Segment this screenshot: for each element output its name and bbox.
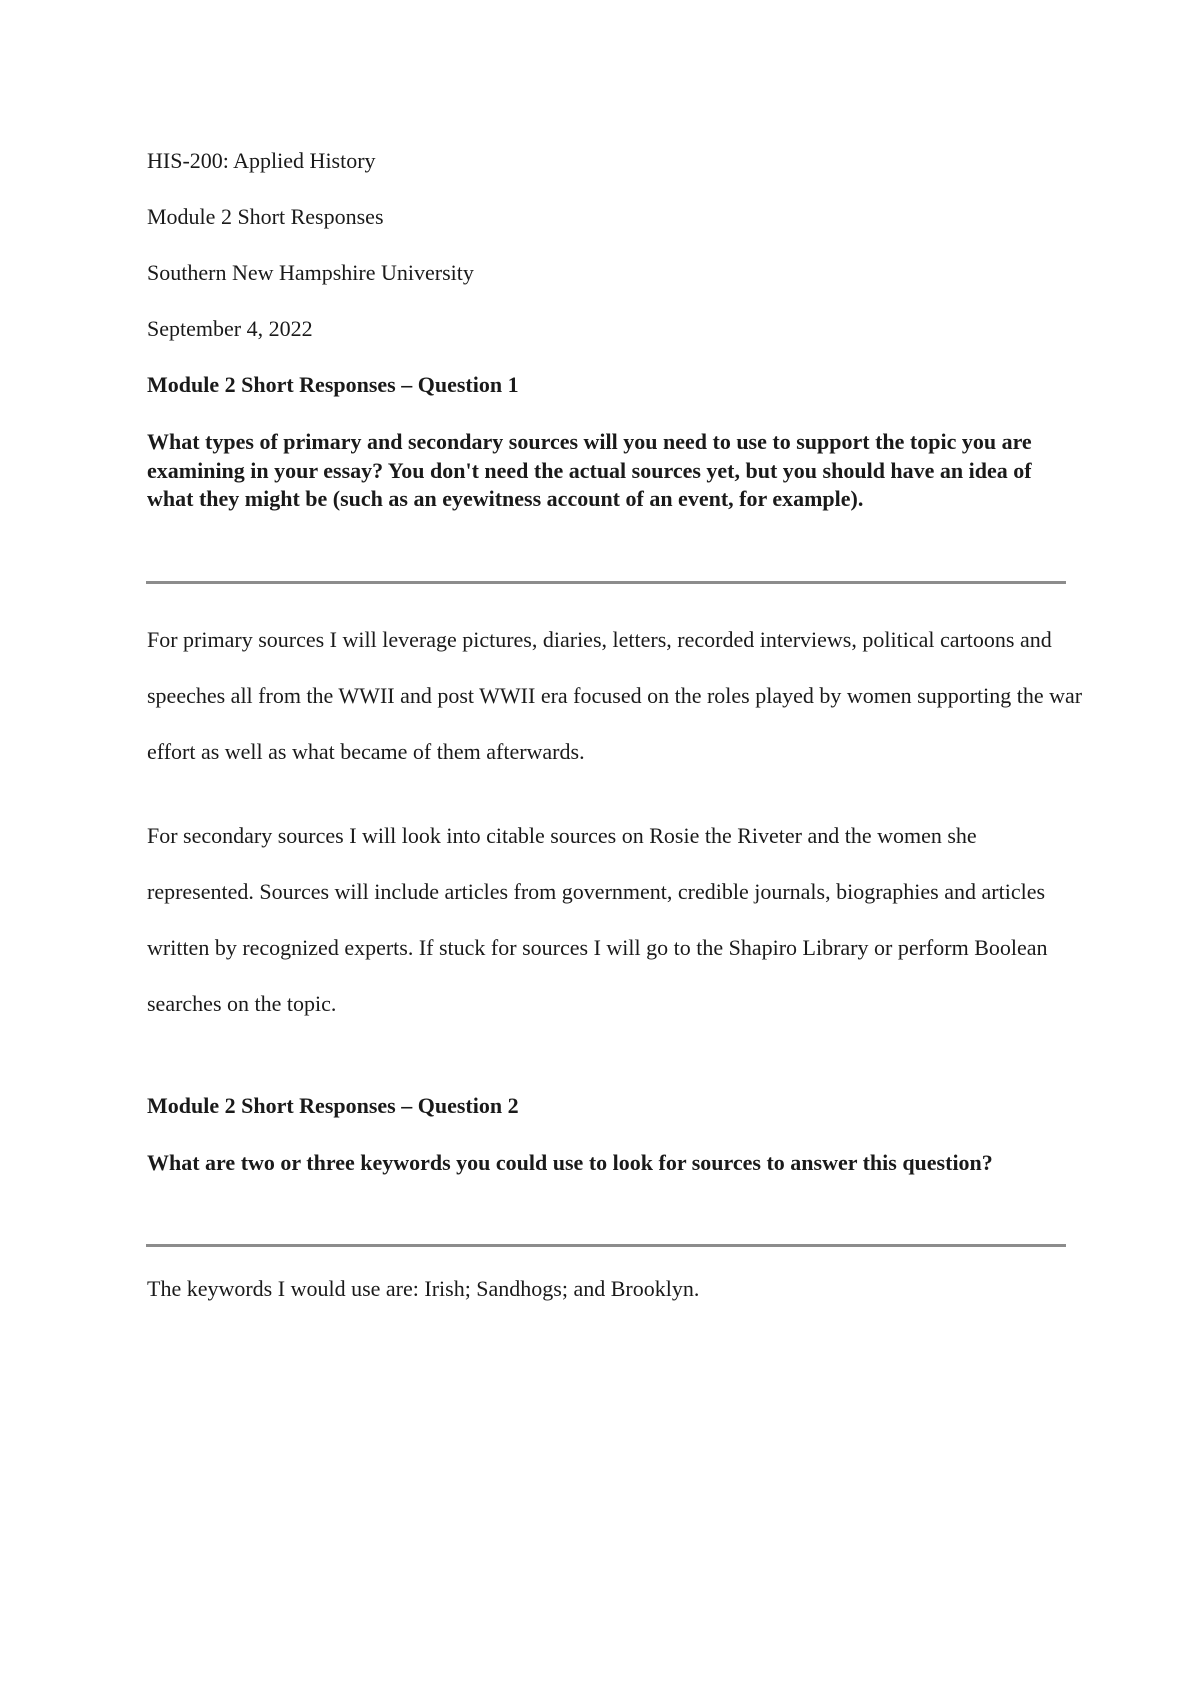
question-2-prompt: What are two or three keywords you could use to look for sources to answer this question? <box>147 1150 993 1175</box>
question-1-prompt: What types of primary and secondary sources will you need to use to support the topic you are examining in your essay? You don't need the actual sources yet, but you should have an idea of what they might be (such as an eyewitness account of an event, for example). <box>147 429 1032 511</box>
question-2-answer: The keywords I would use are: Irish; Sandhogs; and Brooklyn. <box>147 1276 700 1301</box>
document-date: September 4, 2022 <box>147 316 313 341</box>
institution-name: Southern New Hampshire University <box>147 260 474 285</box>
course-title: HIS-200: Applied History <box>147 148 376 173</box>
question-2-divider <box>146 1244 1066 1247</box>
question-1-answer-paragraph-2: For secondary sources I will look into citable sources on Rosie the Riveter and the women she represented. Sources will include articles from government, credible journals, biographies and articles written by recognized experts. If stuck for sources I will go to the Shapiro Library or perform Boolean searches on the topic. <box>147 823 1048 1016</box>
assignment-title: Module 2 Short Responses <box>147 204 384 229</box>
question-1-divider <box>146 581 1066 584</box>
question-1-answer-paragraph-1: For primary sources I will leverage pictures, diaries, letters, recorded interviews, political cartoons and speeches all from the WWII and post WWII era focused on the roles played by women supporting the war effort as well as what became of them afterwards. <box>147 627 1083 764</box>
question-1-heading: Module 2 Short Responses – Question 1 <box>147 372 519 397</box>
question-2-heading: Module 2 Short Responses – Question 2 <box>147 1093 519 1118</box>
